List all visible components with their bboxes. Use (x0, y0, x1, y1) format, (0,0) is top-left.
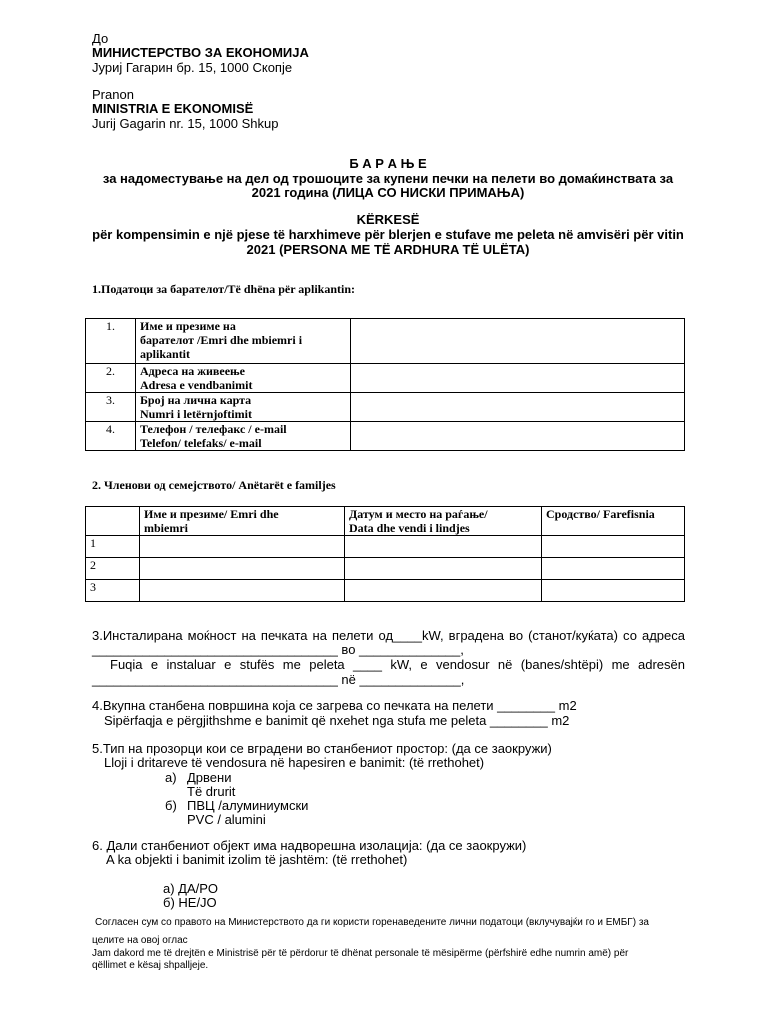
applicant-name-cell[interactable] (351, 319, 685, 364)
table-header-row (86, 507, 685, 536)
row-number: 1 (86, 536, 140, 558)
field-label-line: Телефон / телефакс / e-mail (140, 422, 287, 436)
title-heading-sq: KËRKESË (356, 212, 420, 227)
member-birth-cell[interactable] (345, 580, 542, 602)
field-label-line: Име и презиме на (140, 319, 236, 333)
q5-option-a-mk[interactable]: Дрвени (187, 770, 232, 785)
q4-sq: Sipërfaqja e përgjithshme e banimit që nxehet nga stufa me peleta ________ m2 (104, 713, 570, 728)
title-line1-sq: për kompensimin e një pjese të harxhimeve për blerjen e stufave me peleta në amvisëri për vitin (92, 227, 684, 242)
q5-option-b-sq[interactable]: PVC / alumini (187, 812, 266, 827)
member-name-cell[interactable] (140, 536, 345, 558)
q6-option-yes[interactable]: а) ДА/PO (163, 881, 219, 896)
table-row (86, 319, 685, 364)
title-line2-mk: 2021 година (ЛИЦА СО НИСКИ ПРИМАЊА) (251, 185, 525, 200)
row-number: 3 (86, 580, 140, 602)
row-number: 3. (86, 393, 136, 422)
applicant-table (85, 318, 685, 451)
applicant-address-cell[interactable] (351, 364, 685, 393)
field-label-line: Telefon/ telefaks/ e-mail (140, 436, 262, 450)
consent-sq-line2: qëllimet e kësaj shpalljeje. (92, 960, 209, 971)
title-heading-mk: Б А Р А Њ Е (349, 156, 427, 171)
q5-mk: 5.Тип на прозорци кои се вградени во станбениот простор: (да се заокружи) (92, 741, 552, 756)
recipient-label-sq: Pranon (92, 87, 134, 102)
consent-mk-line1: Согласен сум со правото на Министерството да ги користи горенаведените лични податоци (вклучувајќи го и ЕМБГ) за (95, 917, 649, 928)
field-label (136, 393, 351, 422)
applicant-phone-cell[interactable] (351, 422, 685, 451)
field-label (136, 319, 351, 364)
member-relation-cell[interactable] (542, 536, 685, 558)
field-label-line: Адреса на живеење (140, 364, 245, 378)
q3-sq-line2: __________________________________ në ______________, (92, 672, 465, 687)
header-empty-cell (86, 507, 140, 536)
q6-mk: 6. Дали станбениот објект има надворешна изолација: (да се заокружи) (92, 838, 527, 853)
section1-heading: 1.Податоци за барателот/Të dhëna për aplikantin: (92, 282, 355, 296)
table-row (86, 536, 685, 558)
table-row (86, 364, 685, 393)
table-row (86, 580, 685, 602)
field-label-line: Adresa e vendbanimit (140, 378, 253, 392)
table-row (86, 422, 685, 451)
q3-mk-line1: 3.Инсталирана моќност на печката на пелети од____kW, вградена во (станот/куќата) со адреса (92, 628, 685, 643)
title-line1-mk: за надоместување на дел од трошоците за купени печки на пелети во домаќинствата за (102, 171, 674, 186)
member-birth-cell[interactable] (345, 558, 542, 580)
row-number: 1. (86, 319, 136, 364)
consent-mk-line2: целите на овој оглас (92, 935, 188, 946)
q6-sq: A ka objekti i banimit izolim të jashtëm: (të rrethohet) (106, 852, 408, 867)
family-members-table (85, 506, 685, 602)
q4-mk: 4.Вкупна станбена површина која се загрева со печката на пелети ________ m2 (92, 698, 577, 713)
field-label-line: aplikantit (140, 347, 191, 361)
table-row (86, 558, 685, 580)
consent-sq-line1: Jam dakord me të drejtën e Ministrisë për të përdorur të dhënat personale të mësipërme (përfshirë edhe numrin amë) për (92, 948, 629, 959)
q6-option-no[interactable]: б) НЕ/JO (163, 895, 217, 910)
recipient-address-mk: Јуриј Гагарин бр. 15, 1000 Скопје (92, 60, 293, 75)
header-birth (345, 507, 542, 536)
q5-option-a-marker: а) (165, 770, 177, 785)
section2-heading: 2. Членови од семејството/ Anëtarët e familjes (92, 478, 336, 492)
header-name-line: Име и презиме/ Emri dhe (144, 507, 279, 521)
row-number: 2 (86, 558, 140, 580)
recipient-label-mk: До (92, 31, 109, 46)
recipient-address-sq: Jurij Gagarin nr. 15, 1000 Shkup (92, 116, 279, 131)
field-label-line: барателот /Emri dhe mbiemri i (140, 333, 303, 347)
row-number: 2. (86, 364, 136, 393)
q3-mk-line2: __________________________________ во ______________, (92, 642, 464, 657)
title-line2-sq: 2021 (PERSONA ME TË ARDHURA TË ULËTA) (246, 242, 530, 257)
header-name (140, 507, 345, 536)
q5-sq: Lloji i dritareve të vendosura në hapesiren e banimit: (të rrethohet) (104, 755, 485, 770)
header-birth-line: Датум и место на раѓање/ (349, 507, 488, 521)
field-label (136, 364, 351, 393)
q5-option-b-marker: б) (165, 798, 177, 813)
recipient-org-mk: МИНИСТЕРСТВО ЗА ЕКОНОМИЈА (92, 45, 309, 60)
applicant-id-cell[interactable] (351, 393, 685, 422)
header-name-line: mbiemri (144, 521, 188, 535)
member-birth-cell[interactable] (345, 536, 542, 558)
row-number: 4. (86, 422, 136, 451)
member-name-cell[interactable] (140, 558, 345, 580)
header-birth-line: Data dhe vendi i lindjes (349, 521, 470, 535)
member-name-cell[interactable] (140, 580, 345, 602)
member-relation-cell[interactable] (542, 580, 685, 602)
recipient-org-sq: MINISTRIA E EKONOMISË (92, 101, 254, 116)
q3-sq-line1: Fuqia e instaluar e stufës me peleta ____ kW, e vendosur në (banes/shtëpi) me adresën (110, 657, 685, 672)
field-label-line: Број на лична карта (140, 393, 252, 407)
q5-option-b-mk[interactable]: ПВЦ /алуминиумски (187, 798, 309, 813)
table-row (86, 393, 685, 422)
header-relation: Сродство/ Farefisnia (542, 507, 685, 536)
field-label (136, 422, 351, 451)
member-relation-cell[interactable] (542, 558, 685, 580)
field-label-line: Numri i letërnjoftimit (140, 407, 252, 421)
q5-option-a-sq[interactable]: Të drurit (187, 784, 236, 799)
